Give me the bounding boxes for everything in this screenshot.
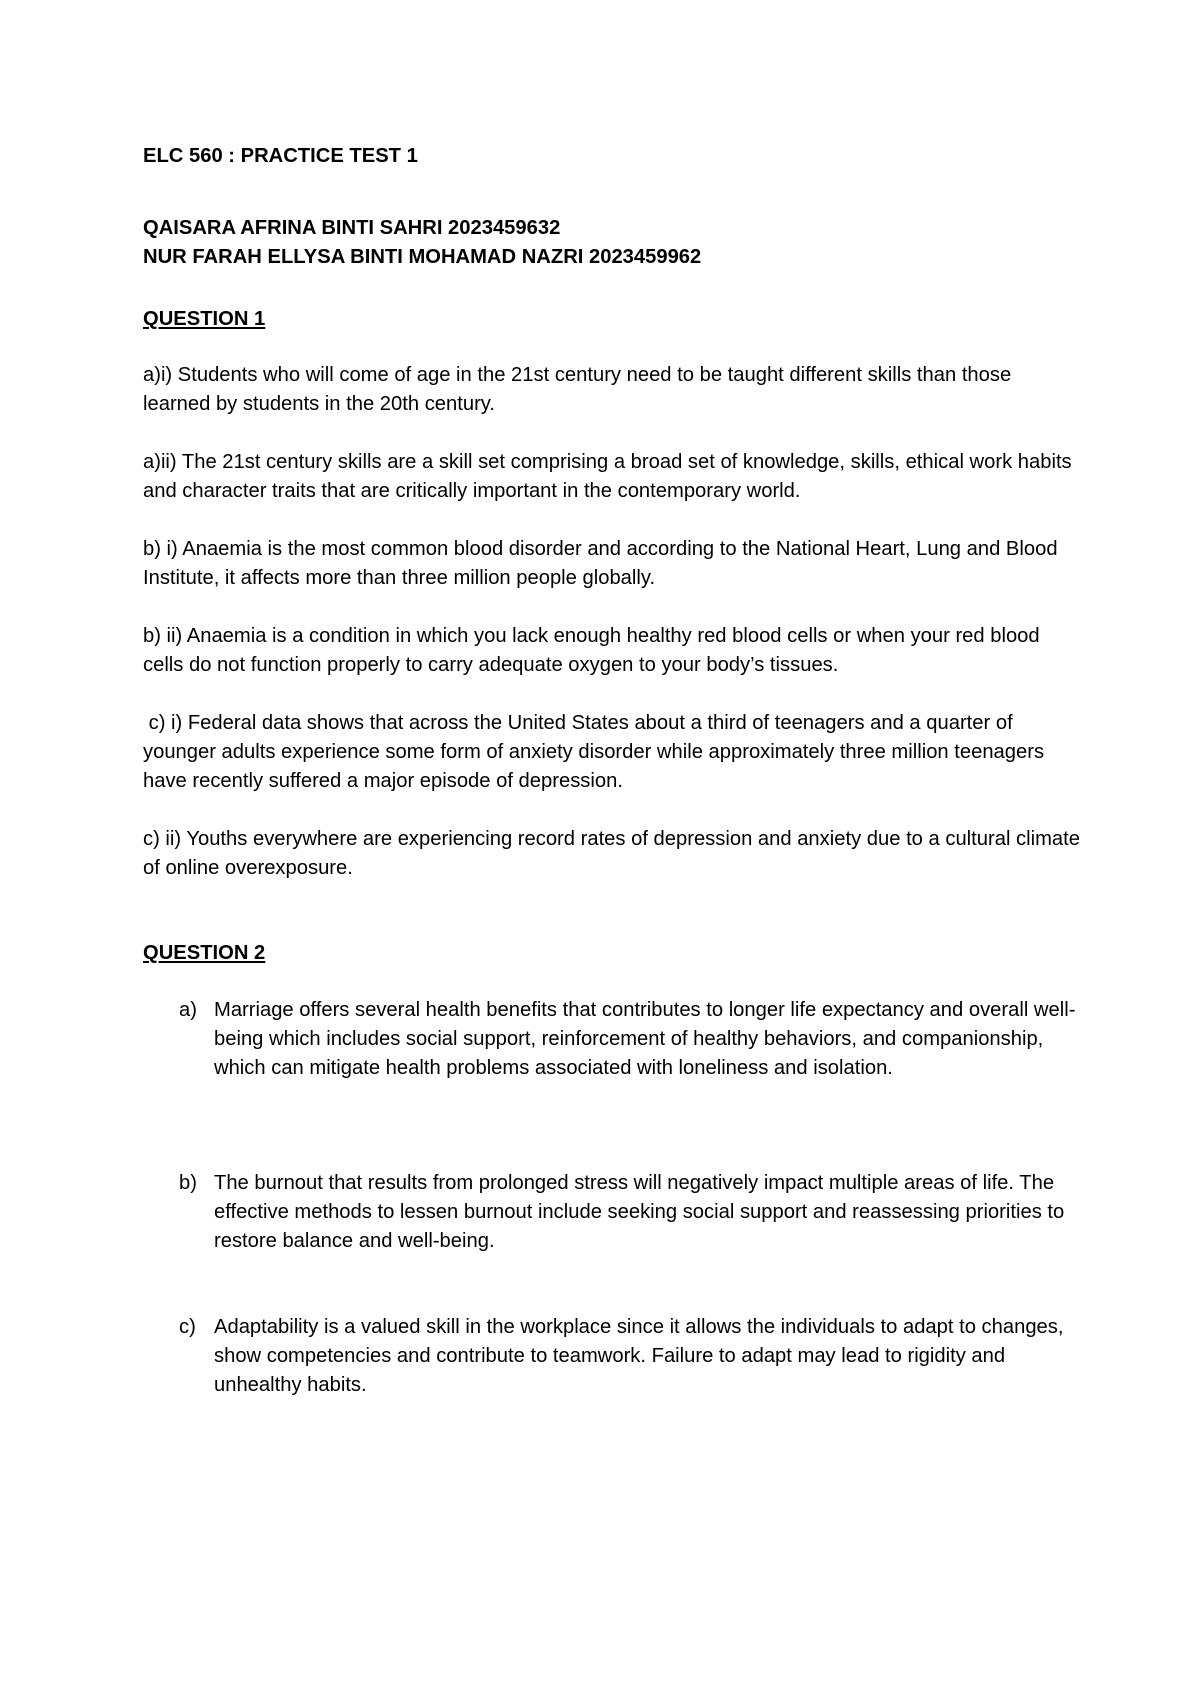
list-marker: a) xyxy=(179,999,197,1021)
q1-answer-a-ii: a)ii) The 21st century skills are a skill set comprising a broad set of knowledge, skills, ethical work habits and character traits that are critically important in the contemporary world. xyxy=(143,451,1072,502)
question-1-heading: QUESTION 1 xyxy=(143,308,266,330)
q1-answer-c-i: c) i) Federal data shows that across the United States about a third of teenagers and a quarter of younger adults experience some form of anxiety disorder while approximately three million teenagers have recently suffered a major episode of depression. xyxy=(143,712,1050,792)
q1-answer-b-ii: b) ii) Anaemia is a condition in which you lack enough healthy red blood cells or when your red blood cells do not function properly to carry adequate oxygen to your body’s tissues. xyxy=(143,625,1040,676)
author-line-1: QAISARA AFRINA BINTI SAHRI 2023459632 xyxy=(143,217,561,239)
list-item-text: The burnout that results from prolonged stress will negatively impact multiple areas of life. The effective methods to lessen burnout include seeking social support and reassessing priorities to restore balance and well-being. xyxy=(214,1172,1065,1252)
document-title: ELC 560 : PRACTICE TEST 1 xyxy=(143,145,418,167)
list-item-text: Adaptability is a valued skill in the workplace since it allows the individuals to adapt to changes, show competencies and contribute to teamwork. Failure to adapt may lead to rigidity and unhealthy habits. xyxy=(214,1316,1064,1396)
question-2-heading: QUESTION 2 xyxy=(143,942,266,964)
list-item-text: Marriage offers several health benefits that contributes to longer life expectancy and overall well-being which includes social support, reinforcement of healthy behaviors, and companionship, which can mitigate health problems associated with loneliness and isolation. xyxy=(214,999,1076,1079)
list-marker: b) xyxy=(179,1172,197,1194)
q1-answer-b-i: b) i) Anaemia is the most common blood disorder and according to the National Heart, Lung and Blood Institute, it affects more than three million people globally. xyxy=(143,538,1058,589)
list-marker: c) xyxy=(179,1316,196,1338)
author-line-2: NUR FARAH ELLYSA BINTI MOHAMAD NAZRI 2023459962 xyxy=(143,246,702,268)
q1-answer-a-i: a)i) Students who will come of age in the 21st century need to be taught different skills than those learned by students in the 20th century. xyxy=(143,364,1012,415)
q1-answer-c-ii: c) ii) Youths everywhere are experiencing record rates of depression and anxiety due to a cultural climate of online overexposure. xyxy=(143,828,1080,879)
